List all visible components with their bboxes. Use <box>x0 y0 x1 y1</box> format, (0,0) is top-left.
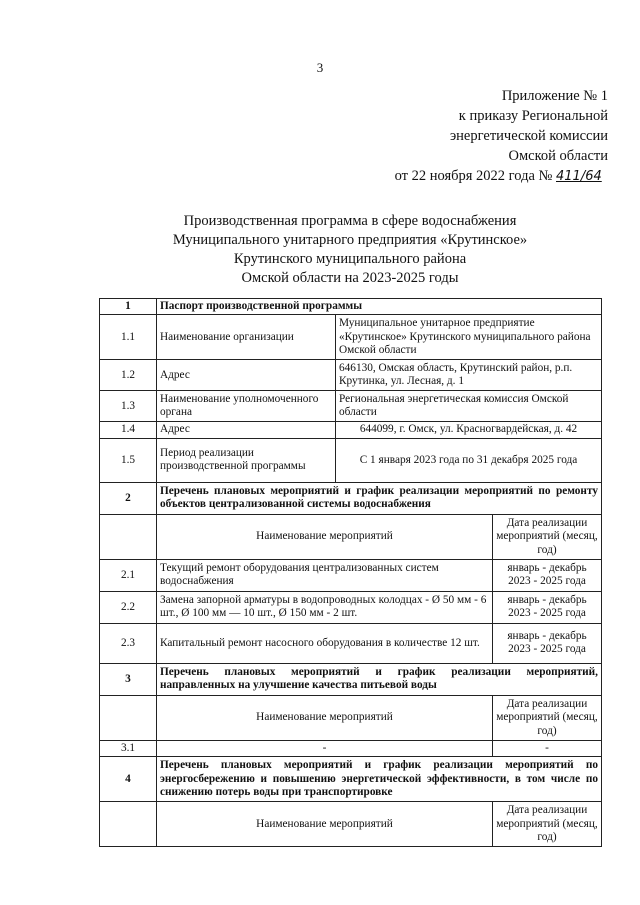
row-number: 4 <box>100 757 157 802</box>
row-label: Адрес <box>157 360 336 391</box>
row-number: 1.1 <box>100 315 157 360</box>
row-number: 1.5 <box>100 438 157 482</box>
row-value: С 1 января 2023 года по 31 декабря 2025 года <box>336 438 602 482</box>
table-row <box>100 360 602 391</box>
table-row <box>100 591 602 623</box>
row-number: 1.2 <box>100 360 157 391</box>
table-row <box>100 559 602 591</box>
activity-name: Замена запорной арматуры в водопроводных колодцах - Ø 50 мм - 6 шт., Ø 100 мм — 10 шт., Ø 150 мм - 2 шт. <box>157 591 493 623</box>
section-row <box>100 299 602 315</box>
activity-name: - <box>157 740 493 756</box>
title-line-2: Муниципального унитарного предприятия «Крутинское» <box>172 232 528 248</box>
page-number: 3 <box>316 60 324 75</box>
empty-cell <box>100 802 157 847</box>
section-title: Паспорт производственной программы <box>157 299 602 315</box>
column-header-date: Дата реализации мероприятий (месяц, год) <box>493 695 602 740</box>
annex-line-2: к приказу Региональной <box>458 108 608 124</box>
row-number: 2.1 <box>100 559 157 591</box>
activity-date: январь - декабрь 2023 - 2025 года <box>493 623 602 663</box>
annex-line-1: Приложение № 1 <box>501 88 608 104</box>
section-row <box>100 482 602 514</box>
row-number: 1.4 <box>100 422 157 438</box>
title-line-3: Крутинского муниципального района <box>233 251 467 267</box>
table-row <box>100 315 602 360</box>
row-label: Адрес <box>157 422 336 438</box>
column-header-row <box>100 514 602 559</box>
activity-date: январь - декабрь 2023 - 2025 года <box>493 559 602 591</box>
annex-line-3: энергетической комиссии <box>449 128 608 144</box>
annex-date-line <box>395 166 608 187</box>
row-number: 3 <box>100 663 157 695</box>
row-label: Наименование уполномоченного органа <box>157 391 336 422</box>
document-title <box>0 212 640 288</box>
row-number: 1.3 <box>100 391 157 422</box>
row-value: Региональная энергетическая комиссия Омской области <box>336 391 602 422</box>
empty-cell <box>100 514 157 559</box>
annex-header <box>395 86 608 187</box>
title-line-4: Омской области на 2023-2025 годы <box>241 270 459 286</box>
row-value: Муниципальное унитарное предприятие «Крутинское» Крутинского муниципального района Омской области <box>336 315 602 360</box>
row-label: Период реализации производственной программы <box>157 438 336 482</box>
annex-line-4: Омской области <box>508 148 608 164</box>
table-row <box>100 740 602 756</box>
column-header-name: Наименование мероприятий <box>157 695 493 740</box>
row-number: 2.2 <box>100 591 157 623</box>
order-number: 411/64 <box>556 169 602 184</box>
column-header-name: Наименование мероприятий <box>157 802 493 847</box>
annex-date-prefix: от 22 ноября 2022 года № <box>394 168 553 184</box>
section-title: Перечень плановых мероприятий и график реализации мероприятий по энергосбережению и повышению энергетической эффективности, в том числе по снижению потерь воды при транспортировке <box>157 757 602 802</box>
table-row <box>100 391 602 422</box>
column-header-row <box>100 802 602 847</box>
title-line-1: Производственная программа в сфере водоснабжения <box>183 213 517 229</box>
section-title: Перечень плановых мероприятий и график реализации мероприятий по ремонту объектов централизованной системы водоснабжения <box>157 482 602 514</box>
empty-cell <box>100 695 157 740</box>
section-title: Перечень плановых мероприятий и график реализации мероприятий, направленных на улучшение качества питьевой воды <box>157 663 602 695</box>
row-label: Наименование организации <box>157 315 336 360</box>
row-number: 1 <box>100 299 157 315</box>
section-row <box>100 663 602 695</box>
row-value: 644099, г. Омск, ул. Красногвардейская, д. 42 <box>336 422 602 438</box>
activity-date: - <box>493 740 602 756</box>
row-value: 646130, Омская область, Крутинский район, р.п. Крутинка, ул. Лесная, д. 1 <box>336 360 602 391</box>
activity-date: январь - декабрь 2023 - 2025 года <box>493 591 602 623</box>
row-number: 2 <box>100 482 157 514</box>
section-row <box>100 757 602 802</box>
row-number: 2.3 <box>100 623 157 663</box>
activity-name: Капитальный ремонт насосного оборудования в количестве 12 шт. <box>157 623 493 663</box>
column-header-date: Дата реализации мероприятий (месяц, год) <box>493 514 602 559</box>
table-row <box>100 438 602 482</box>
table-row <box>100 422 602 438</box>
activity-name: Текущий ремонт оборудования централизованных систем водоснабжения <box>157 559 493 591</box>
program-table <box>99 298 602 847</box>
row-number: 3.1 <box>100 740 157 756</box>
column-header-name: Наименование мероприятий <box>157 514 493 559</box>
column-header-date: Дата реализации мероприятий (месяц, год) <box>493 802 602 847</box>
column-header-row <box>100 695 602 740</box>
table-row <box>100 623 602 663</box>
